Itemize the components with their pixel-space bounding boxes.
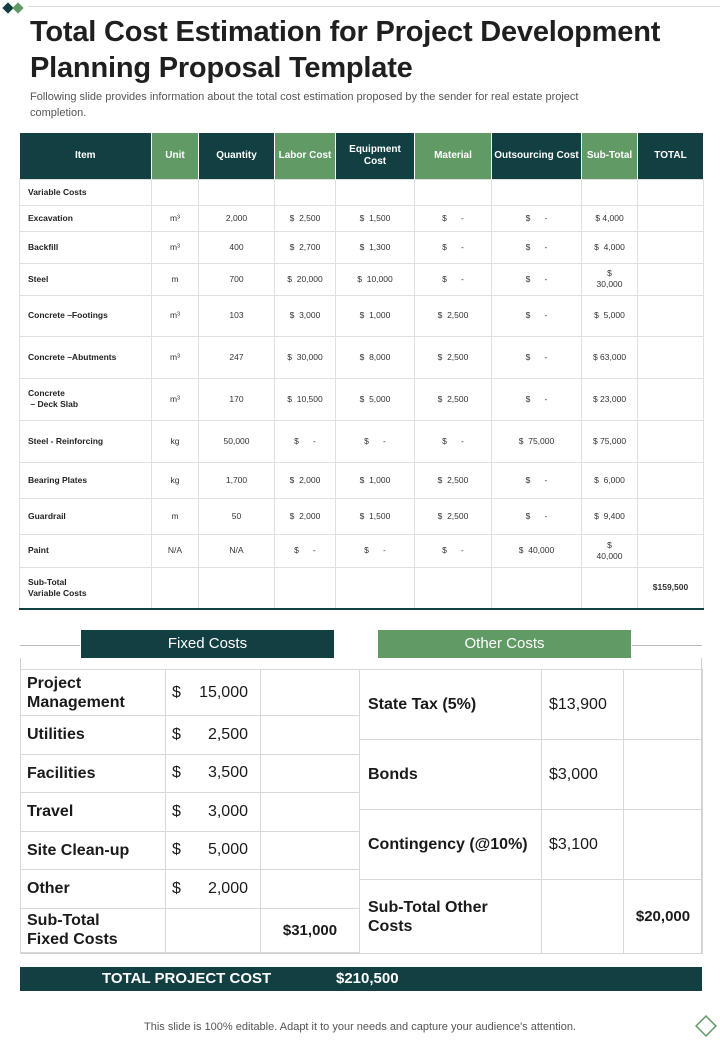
other-cost-row — [360, 740, 703, 810]
table-row — [20, 498, 704, 534]
cell-item: Concrete –Footings — [20, 295, 152, 336]
cell-qty: 2,000 — [199, 205, 275, 231]
header-total: TOTAL — [638, 133, 704, 179]
cell-material: $ 2,500 — [415, 462, 492, 498]
cell-outsourcing: $ 40,000 — [492, 534, 582, 567]
fixed-cost-empty — [261, 870, 360, 909]
cell-material: $ 2,500 — [415, 336, 492, 378]
corner-diamonds-icon — [2, 2, 28, 14]
fixed-cost-empty — [261, 716, 360, 755]
fixed-cost-row — [21, 793, 360, 832]
cell-total: $159,500 — [638, 567, 704, 609]
cell-outsourcing: $ - — [492, 295, 582, 336]
other-subtotal-empty — [542, 880, 624, 954]
cell-material: $ - — [415, 420, 492, 462]
currency-symbol: $ — [172, 841, 181, 859]
cell-qty — [199, 567, 275, 609]
cell-material: $ - — [415, 263, 492, 295]
cell-unit: m³ — [152, 205, 199, 231]
cell-total — [638, 462, 704, 498]
cell-total — [638, 231, 704, 263]
fixed-cost-value: 3,500 — [207, 764, 248, 782]
cell-item: Steel - Reinforcing — [20, 420, 152, 462]
cell-total — [638, 498, 704, 534]
other-cost-value: $3,000 — [542, 740, 624, 810]
fixed-subtotal-value: $31,000 — [261, 908, 360, 952]
cell-labor: $ 30,000 — [275, 336, 336, 378]
cell-total — [638, 295, 704, 336]
cell-equipment — [336, 567, 415, 609]
cell-subtotal: $ 4,000 — [582, 231, 638, 263]
cell-equipment: $ 1,000 — [336, 295, 415, 336]
cell-qty: 1,700 — [199, 462, 275, 498]
table-row — [20, 263, 704, 295]
fixed-cost-empty — [261, 754, 360, 793]
table-header-row — [20, 133, 704, 179]
cell-subtotal: $ 30,000 — [582, 263, 638, 295]
cell-unit: m — [152, 498, 199, 534]
currency-symbol: $ — [172, 725, 181, 743]
fixed-cost-label: Project Management — [21, 670, 166, 716]
fixed-cost-subtotal-row — [21, 908, 360, 952]
cell-unit: kg — [152, 462, 199, 498]
table-row — [20, 420, 704, 462]
currency-symbol: $ — [172, 879, 181, 897]
cell-item: Concrete –Abutments — [20, 336, 152, 378]
cell-outsourcing: $ - — [492, 378, 582, 420]
table-row — [20, 534, 704, 567]
other-cost-row — [360, 670, 703, 740]
cell-unit: m³ — [152, 231, 199, 263]
fixed-costs-rule-left — [20, 645, 80, 646]
header-labor-cost: Labor Cost — [275, 133, 336, 179]
fixed-cost-label: Other — [21, 870, 166, 909]
page-title: Total Cost Estimation for Project Development Planning Proposal Template — [30, 16, 661, 84]
cell-total — [638, 534, 704, 567]
cell-material: $ - — [415, 205, 492, 231]
header-item: Item — [20, 133, 152, 179]
cell-labor: $ 2,700 — [275, 231, 336, 263]
cell-outsourcing: $ - — [492, 263, 582, 295]
cell-item: Steel — [20, 263, 152, 295]
cell-outsourcing: $ 75,000 — [492, 420, 582, 462]
other-cost-row — [360, 810, 703, 880]
cell-qty: 170 — [199, 378, 275, 420]
cell-labor: $ - — [275, 420, 336, 462]
table-row — [20, 205, 704, 231]
fixed-costs-table — [20, 669, 360, 953]
cell-unit: m — [152, 263, 199, 295]
cell-material — [415, 567, 492, 609]
cell-subtotal: $ 9,400 — [582, 498, 638, 534]
other-costs-table — [359, 669, 703, 954]
cell-labor: $ 2,500 — [275, 205, 336, 231]
cell-item: Backfill — [20, 231, 152, 263]
other-cost-empty — [624, 670, 703, 740]
other-cost-label: Contingency (@10%) — [360, 810, 542, 880]
fixed-cost-amount — [166, 716, 261, 755]
fixed-cost-value: 2,000 — [207, 879, 248, 897]
cell-labor: $ 20,000 — [275, 263, 336, 295]
cell-equipment: $ - — [336, 420, 415, 462]
cell-item: Excavation — [20, 205, 152, 231]
cell-labor — [275, 567, 336, 609]
header-quantity: Quantity — [199, 133, 275, 179]
cell-labor: $ 10,500 — [275, 378, 336, 420]
cell-outsourcing: $ - — [492, 498, 582, 534]
cell-equipment: $ 1,300 — [336, 231, 415, 263]
fixed-cost-amount — [166, 793, 261, 832]
other-cost-label: Bonds — [360, 740, 542, 810]
currency-symbol: $ — [172, 802, 181, 820]
fixed-cost-amount — [166, 754, 261, 793]
table-row — [20, 567, 704, 609]
cell-equipment: $ - — [336, 534, 415, 567]
table-row — [20, 295, 704, 336]
cell-subtotal: $ 63,000 — [582, 336, 638, 378]
cell-material: $ 2,500 — [415, 498, 492, 534]
fixed-cost-row — [21, 670, 360, 716]
fixed-cost-amount — [166, 870, 261, 909]
fixed-subtotal-label: Sub-Total Fixed Costs — [21, 908, 166, 952]
cell-item: Bearing Plates — [20, 462, 152, 498]
cell-material: $ - — [415, 534, 492, 567]
total-project-cost-value: $210,500 — [336, 970, 399, 987]
cell-unit — [152, 567, 199, 609]
other-cost-empty — [624, 810, 703, 880]
cell-labor: $ 2,000 — [275, 498, 336, 534]
fixed-cost-amount — [166, 831, 261, 870]
cell-equipment: $ 5,000 — [336, 378, 415, 420]
total-project-cost-label: TOTAL PROJECT COST — [102, 970, 272, 987]
cell-total — [638, 336, 704, 378]
other-subtotal-label: Sub-Total Other Costs — [360, 880, 542, 954]
cell-subtotal: $ 75,000 — [582, 420, 638, 462]
variable-cost-table — [19, 133, 704, 610]
cell-outsourcing: $ - — [492, 205, 582, 231]
currency-symbol: $ — [172, 683, 181, 701]
other-costs-heading: Other Costs — [378, 630, 631, 658]
cell-labor: $ - — [275, 534, 336, 567]
cell-total — [638, 205, 704, 231]
cell-equipment: $ 1,500 — [336, 205, 415, 231]
fixed-cost-label: Facilities — [21, 754, 166, 793]
fixed-cost-value: 15,000 — [199, 683, 248, 701]
cell-unit: N/A — [152, 534, 199, 567]
fixed-cost-empty — [261, 831, 360, 870]
table-row — [20, 231, 704, 263]
section-label: Variable Costs — [20, 179, 152, 205]
other-subtotal-value: $20,000 — [624, 880, 703, 954]
cell-qty: 247 — [199, 336, 275, 378]
header-unit: Unit — [152, 133, 199, 179]
table-row — [20, 378, 704, 420]
cell-outsourcing — [492, 567, 582, 609]
cell-material: $ 2,500 — [415, 295, 492, 336]
header-outsourcing-cost: Outsourcing Cost — [492, 133, 582, 179]
cell-subtotal: $ 23,000 — [582, 378, 638, 420]
other-cost-label: State Tax (5%) — [360, 670, 542, 740]
header-equipment-cost: Equipment Cost — [336, 133, 415, 179]
fixed-cost-empty — [261, 670, 360, 716]
page-subtitle: Following slide provides information about the total cost estimation proposed by the sender for real estate project completion. — [30, 91, 579, 119]
cell-outsourcing: $ - — [492, 231, 582, 263]
cell-qty: 103 — [199, 295, 275, 336]
total-project-cost-bar — [20, 967, 702, 991]
cell-unit: m³ — [152, 336, 199, 378]
fixed-cost-label: Utilities — [21, 716, 166, 755]
cell-equipment: $ 1,000 — [336, 462, 415, 498]
cell-total — [638, 263, 704, 295]
cell-qty: 50 — [199, 498, 275, 534]
fixed-cost-value: 3,000 — [207, 802, 248, 820]
table-row — [20, 336, 704, 378]
cell-equipment: $ 10,000 — [336, 263, 415, 295]
fixed-cost-row — [21, 831, 360, 870]
cell-subtotal — [582, 567, 638, 609]
cell-subtotal: $ 40,000 — [582, 534, 638, 567]
cell-outsourcing: $ - — [492, 462, 582, 498]
diamond-logo-icon — [694, 1014, 718, 1038]
fixed-cost-value: 5,000 — [207, 841, 248, 859]
cell-total — [638, 420, 704, 462]
footer-note: This slide is 100% editable. Adapt it to your needs and capture your audience's attention. — [144, 1021, 576, 1033]
cell-qty: N/A — [199, 534, 275, 567]
fixed-cost-label: Site Clean-up — [21, 831, 166, 870]
cell-qty: 50,000 — [199, 420, 275, 462]
fixed-cost-empty — [261, 793, 360, 832]
cell-labor: $ 3,000 — [275, 295, 336, 336]
cell-subtotal: $ 5,000 — [582, 295, 638, 336]
fixed-cost-row — [21, 870, 360, 909]
cell-unit: m³ — [152, 295, 199, 336]
section-row — [20, 179, 704, 205]
cell-unit: m³ — [152, 378, 199, 420]
cell-qty: 400 — [199, 231, 275, 263]
table-row — [20, 462, 704, 498]
fixed-cost-value: 2,500 — [207, 725, 248, 743]
fixed-costs-heading: Fixed Costs — [81, 630, 334, 658]
cell-subtotal: $ 6,000 — [582, 462, 638, 498]
cell-total — [638, 378, 704, 420]
other-cost-subtotal-row — [360, 880, 703, 954]
cell-item: Concrete – Deck Slab — [20, 378, 152, 420]
cell-material: $ 2,500 — [415, 378, 492, 420]
other-costs-rule-right — [632, 645, 702, 646]
cell-outsourcing: $ - — [492, 336, 582, 378]
fixed-cost-label: Travel — [21, 793, 166, 832]
cell-material: $ - — [415, 231, 492, 263]
top-rule — [28, 6, 720, 7]
cell-equipment: $ 1,500 — [336, 498, 415, 534]
currency-symbol: $ — [172, 764, 181, 782]
fixed-subtotal-empty — [166, 908, 261, 952]
cell-item: Guardrail — [20, 498, 152, 534]
cell-qty: 700 — [199, 263, 275, 295]
header-material: Material — [415, 133, 492, 179]
header-sub-total: Sub-Total — [582, 133, 638, 179]
cell-equipment: $ 8,000 — [336, 336, 415, 378]
other-cost-empty — [624, 740, 703, 810]
cell-labor: $ 2,000 — [275, 462, 336, 498]
other-cost-value: $13,900 — [542, 670, 624, 740]
other-cost-value: $3,100 — [542, 810, 624, 880]
fixed-cost-row — [21, 716, 360, 755]
fixed-cost-amount — [166, 670, 261, 716]
cell-item: Paint — [20, 534, 152, 567]
cell-unit: kg — [152, 420, 199, 462]
fixed-cost-row — [21, 754, 360, 793]
cell-subtotal: $ 4,000 — [582, 205, 638, 231]
cell-item: Sub-Total Variable Costs — [20, 567, 152, 609]
